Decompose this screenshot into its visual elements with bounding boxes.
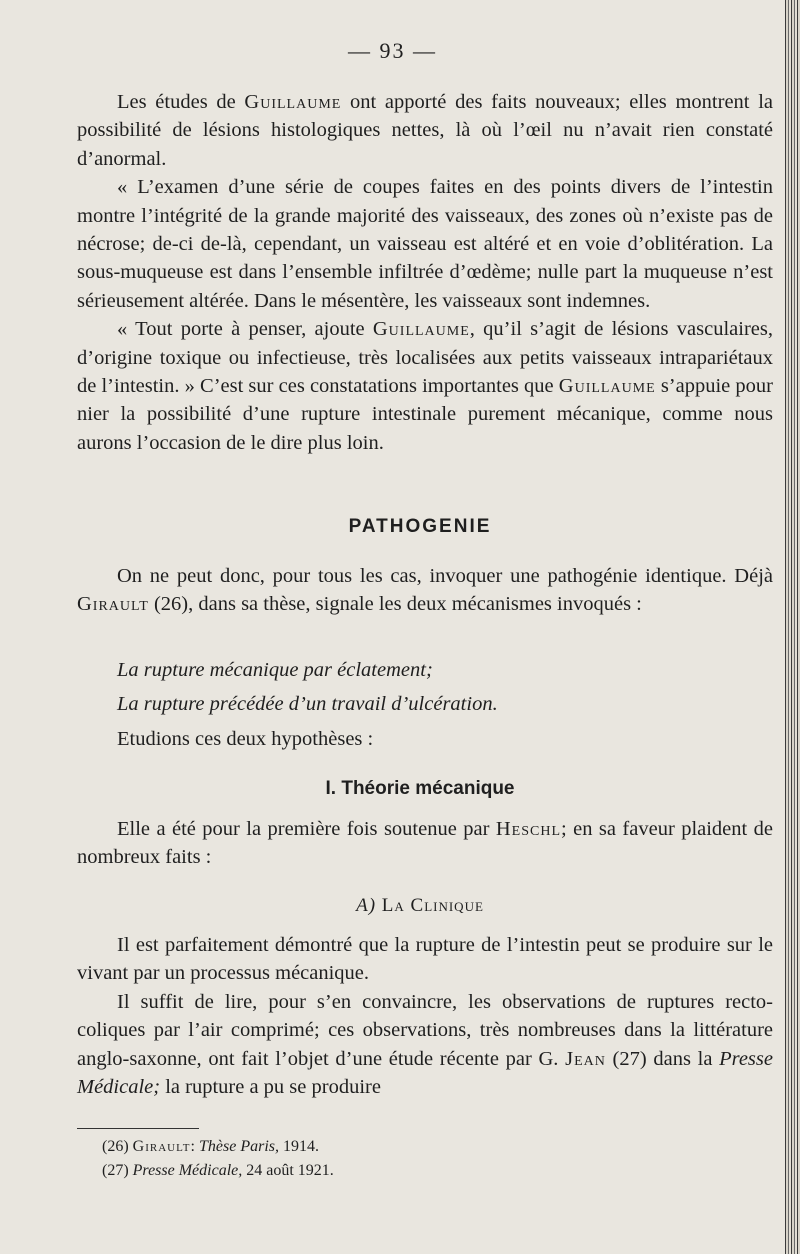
- text-run: On ne peut donc, pour tous les cas, invoquer une pathogénie identique. Déjà: [117, 565, 773, 587]
- author-name: Guillaume: [558, 375, 656, 398]
- paragraph-pathogenie: [77, 562, 773, 619]
- footnote-title: Presse Médicale,: [132, 1162, 243, 1179]
- footnote-divider: [77, 1128, 199, 1129]
- footnote-27: [102, 1162, 334, 1180]
- text-run: :: [190, 1138, 199, 1155]
- text-run: Les études de: [117, 91, 245, 113]
- text-block-clinique: [77, 931, 773, 1101]
- text-run: (27) dans la: [605, 1047, 720, 1070]
- paragraph-heschl: [77, 815, 773, 872]
- text-run: s’appuie pour nier la possibilité d’une rupture intestinale purement mécanique, comme nous aurons l’occasion de le dire plus loin.: [77, 375, 773, 454]
- text-run: ont apporté des faits nouveaux; elles montrent la possibilité de lésions histologiques nettes, là où l’œil nu n’avait rien constaté d’anormal.: [77, 91, 773, 170]
- journal-title: Presse Médicale;: [77, 1047, 773, 1099]
- footnote-number: (27): [102, 1162, 133, 1179]
- author-name: Heschl: [495, 818, 562, 840]
- page-number: — 93 —: [348, 38, 437, 63]
- paragraph-rupture-vivant: Il est parfaitement démontré que la rupture de l’intestin peut se produire sur le vivant par un processus mécanique.: [77, 934, 773, 985]
- footnote-26: [102, 1138, 319, 1156]
- section-heading-pathogenie: PATHOGENIE: [348, 516, 492, 537]
- text-run: la rupture a pu se produire: [160, 1076, 381, 1099]
- text-block-pathogenie: [77, 562, 773, 619]
- text-run: « Tout porte à penser, ajoute: [117, 318, 373, 341]
- author-name: Jean: [565, 1047, 606, 1070]
- text-run: 1914.: [278, 1138, 319, 1155]
- paragraph-quote-examen: « L’examen d’une série de coupes faites en des points divers de l’intestin montre l’intégrité de la grande majorité des vaisseaux, des zones où n’existe pas de nécrose; de-ci de-là, cependant, un vaisseau est altéré et en voie d’oblitération. La sous-muqueuse est dans l’ensemble infiltrée d’œdème; nulle part la muqueuse n’est sérieusement altérée. Dans le mésentère, les vaisseaux sont indemnes.: [77, 176, 773, 312]
- text-run: ; en sa faveur plaident de nombreux faits :: [77, 818, 774, 869]
- paragraph-quote-penser: [77, 315, 773, 457]
- subheading-letter: A): [356, 895, 377, 916]
- author-name: Guillaume: [244, 91, 342, 113]
- author-name: Girault: [132, 1138, 191, 1155]
- paragraph-air-comprime: [77, 988, 773, 1102]
- text-block-guillaume: [77, 88, 773, 457]
- text-run: Elle a été pour la première fois soutenue par: [117, 818, 496, 840]
- section-heading-theorie: I. Théorie mécanique: [325, 778, 515, 799]
- text-run: , qu’il s’agit de lésions vasculaires, d’origine toxique ou infectieuse, très localisées aux petits vaisseaux intrapariétaux de l’intestin. » C’est sur ces constatations importantes que: [77, 318, 773, 398]
- footnote-number: (26): [102, 1138, 133, 1155]
- text-run: 24 août 1921.: [242, 1162, 334, 1179]
- page-edge: [785, 0, 800, 1254]
- list-item-eclatement: La rupture mécanique par éclatement;: [117, 659, 433, 681]
- subheading-text: La Clinique: [381, 895, 484, 916]
- subheading-clinique: [0, 895, 800, 917]
- author-name: Girault: [77, 593, 149, 616]
- footnote-title: Thèse Paris,: [198, 1138, 279, 1155]
- author-name: Guillaume: [372, 318, 470, 341]
- etudions-line: Etudions ces deux hypothèses :: [117, 728, 374, 750]
- list-item-ulceration: La rupture précédée d’un travail d’ulcération.: [117, 693, 498, 715]
- text-block-heschl: [77, 815, 773, 872]
- text-run: Il suffit de lire, pour s’en convaincre, les observations de ruptures recto-coliques par l’air comprimé; ces observations, très nombreuses dans la littérature anglo-saxonne, ont fait l’objet d’une étude récente par G.: [77, 990, 773, 1070]
- text-run: (26), dans sa thèse, signale les deux mécanismes invoqués :: [148, 593, 642, 616]
- paragraph-guillaume-intro: [77, 88, 773, 173]
